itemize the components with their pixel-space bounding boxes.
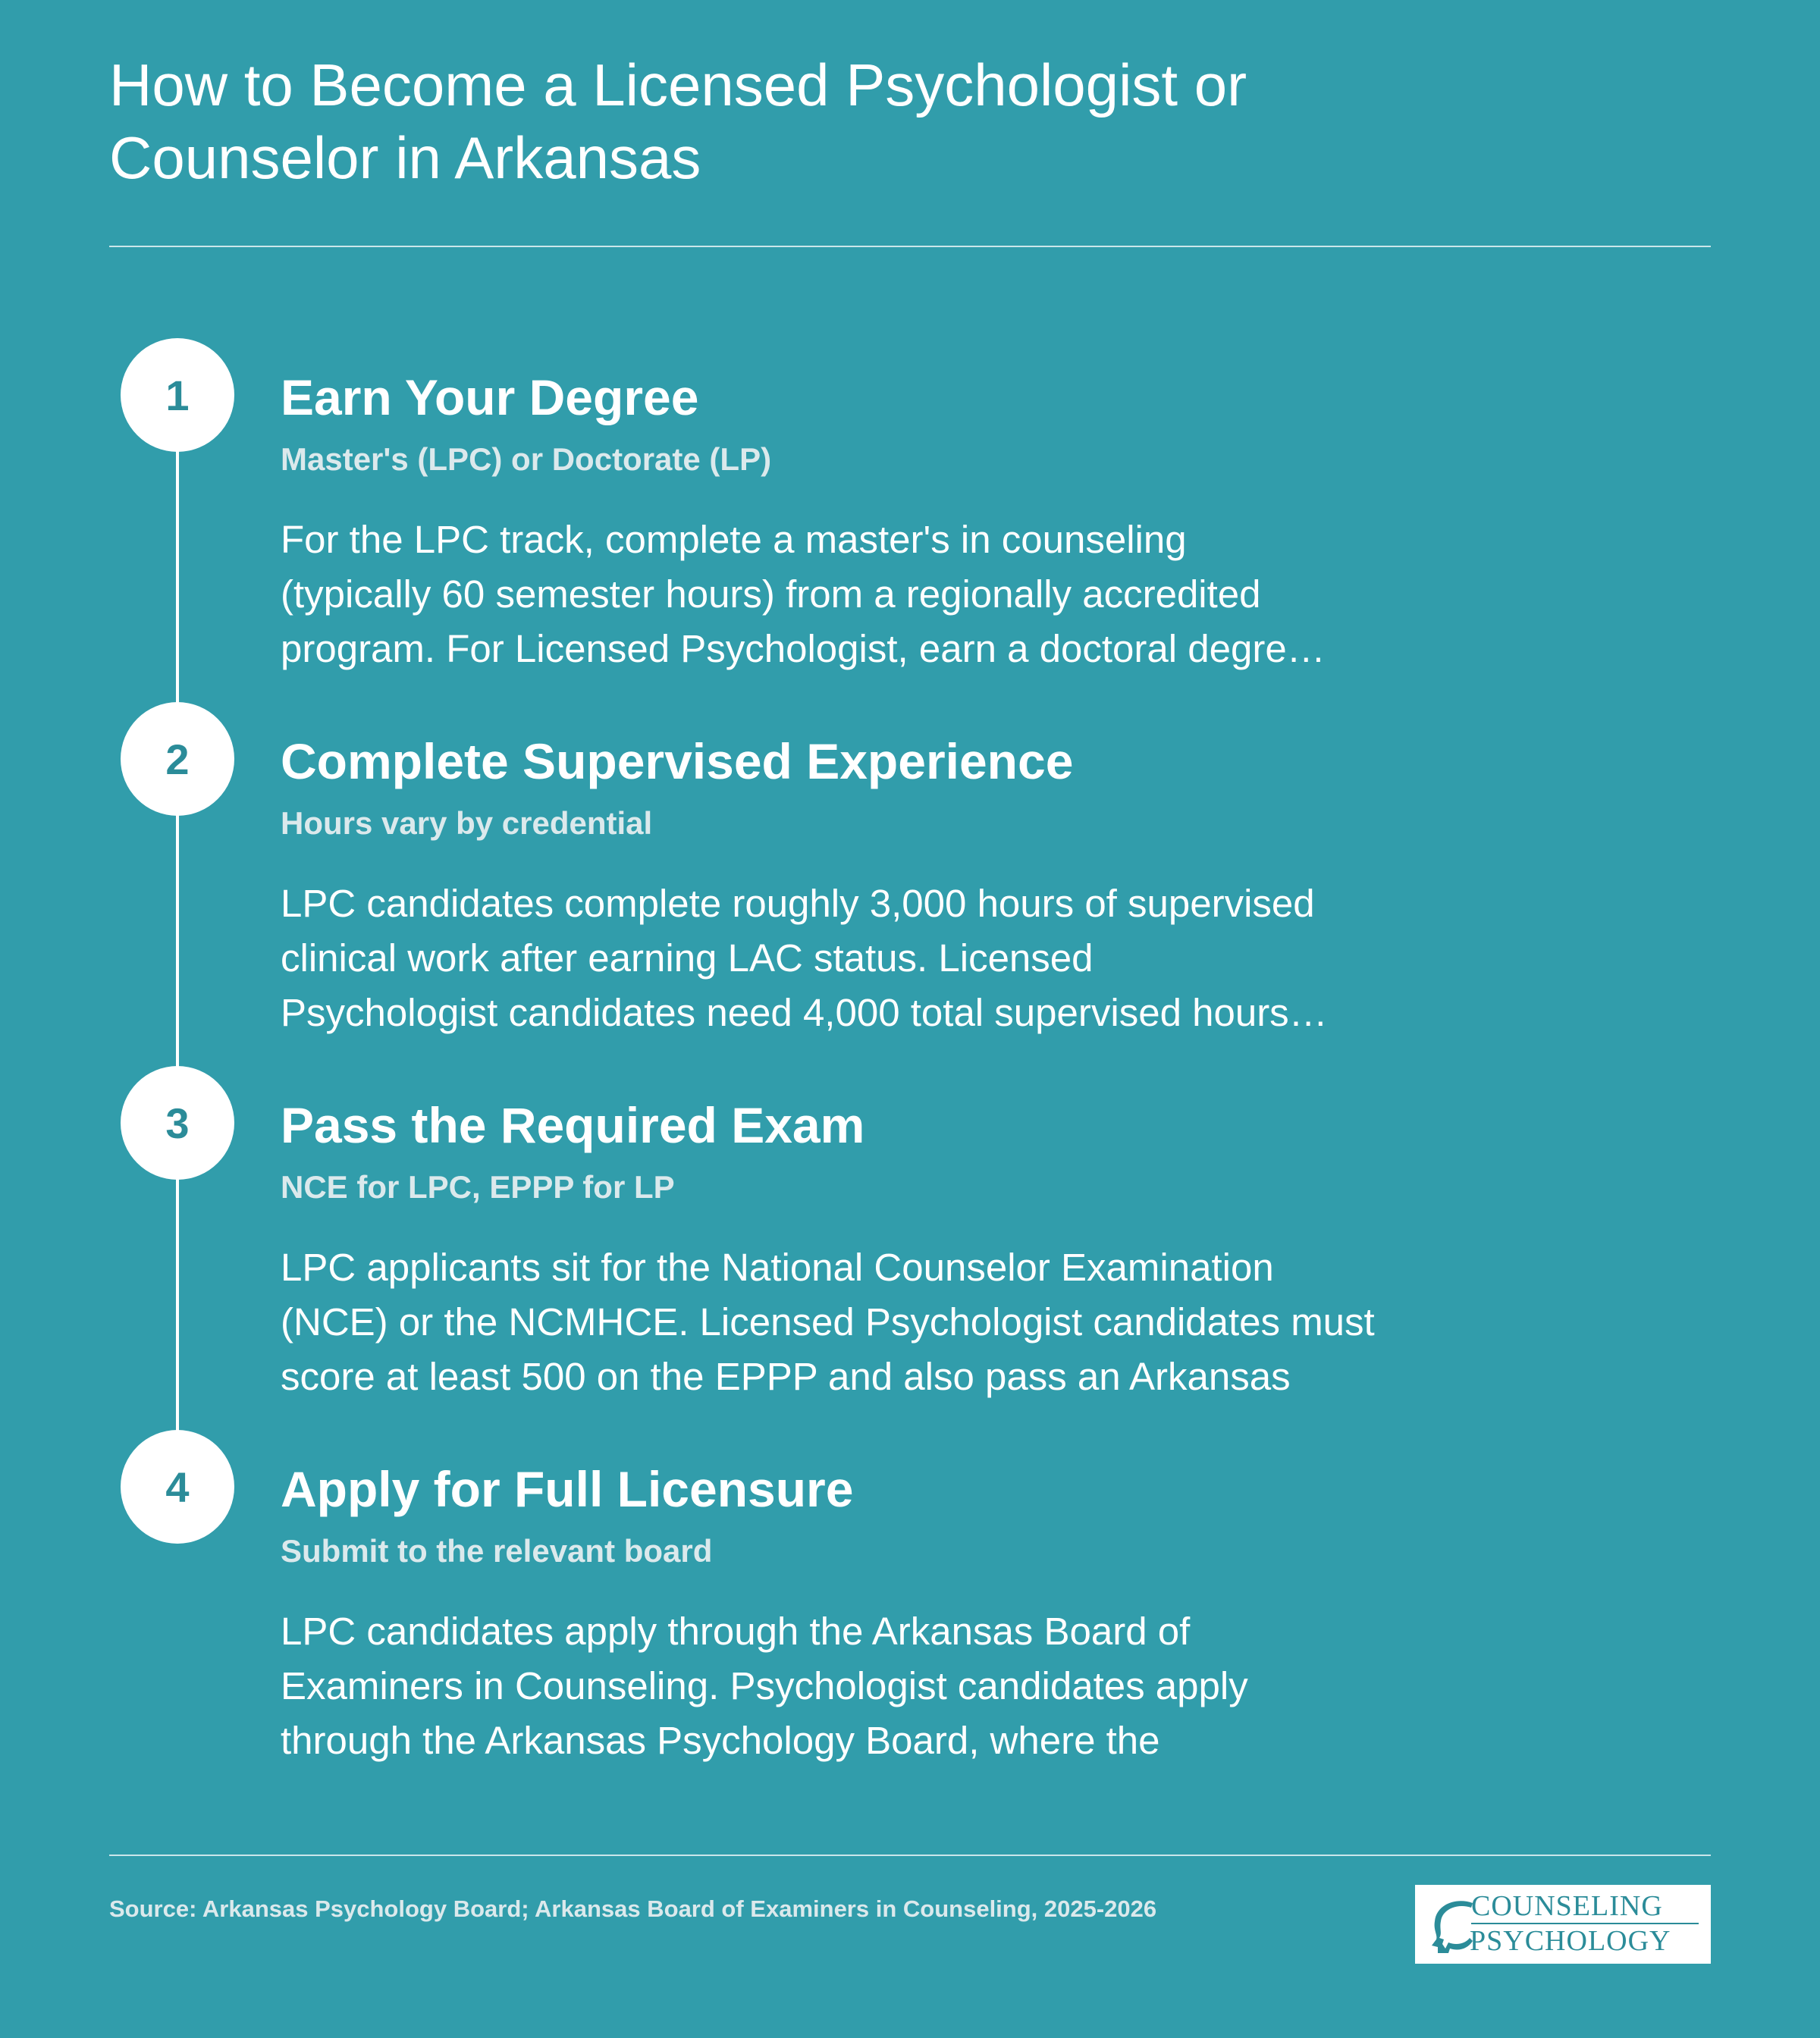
step-description-line: score at least 500 on the EPPP and also pass an Arkansas bbox=[281, 1355, 1291, 1398]
step-description bbox=[281, 513, 1570, 676]
step-title: Earn Your Degree bbox=[281, 369, 699, 425]
step-description bbox=[281, 1604, 1570, 1768]
step-2 bbox=[0, 702, 1820, 1066]
step-description-line: through the Arkansas Psychology Board, where the bbox=[281, 1719, 1160, 1762]
step-4 bbox=[0, 1430, 1820, 1794]
step-number-badge: 4 bbox=[121, 1430, 234, 1544]
step-subtitle: Hours vary by credential bbox=[281, 805, 653, 841]
step-description-line: LPC applicants sit for the National Counselor Examination bbox=[281, 1246, 1274, 1289]
step-description-line: For the LPC track, complete a master's in counseling bbox=[281, 518, 1187, 561]
step-subtitle: Submit to the relevant board bbox=[281, 1533, 713, 1569]
step-description-line: Examiners in Counseling. Psychologist candidates apply bbox=[281, 1664, 1248, 1707]
step-number-badge: 3 bbox=[121, 1066, 234, 1180]
step-description bbox=[281, 1240, 1570, 1404]
counseling-psychology-logo[interactable] bbox=[1415, 1885, 1711, 1964]
step-title: Pass the Required Exam bbox=[281, 1097, 865, 1153]
step-description-line: clinical work after earning LAC status. Licensed bbox=[281, 936, 1094, 980]
step-description bbox=[281, 876, 1570, 1040]
title-line-1: How to Become a Licensed Psychologist or bbox=[109, 52, 1247, 118]
title-line-2: Counselor in Arkansas bbox=[109, 124, 701, 191]
step-title: Complete Supervised Experience bbox=[281, 733, 1074, 789]
step-subtitle: NCE for LPC, EPPP for LP bbox=[281, 1169, 675, 1205]
step-description-line: (typically 60 semester hours) from a regionally accredited bbox=[281, 572, 1261, 616]
step-title: Apply for Full Licensure bbox=[281, 1461, 854, 1517]
bottom-divider bbox=[109, 1855, 1711, 1856]
logo-text-line-1: COUNSELING bbox=[1471, 1890, 1663, 1922]
step-number-badge: 2 bbox=[121, 702, 234, 816]
step-subtitle: Master's (LPC) or Doctorate (LP) bbox=[281, 441, 772, 477]
step-description-line: LPC candidates apply through the Arkansas Board of bbox=[281, 1610, 1191, 1653]
step-description-line: Psychologist candidates need 4,000 total supervised hours… bbox=[281, 991, 1328, 1034]
logo-text-line-2: PSYCHOLOGY bbox=[1470, 1925, 1671, 1957]
page-title bbox=[109, 49, 1550, 194]
step-description-line: program. For Licensed Psychologist, earn a doctoral degre… bbox=[281, 627, 1326, 670]
step-number-badge: 1 bbox=[121, 338, 234, 452]
step-1 bbox=[0, 338, 1820, 702]
source-citation: Source: Arkansas Psychology Board; Arkansas Board of Examiners in Counseling, 2025-2026 bbox=[109, 1895, 1157, 1922]
step-3 bbox=[0, 1066, 1820, 1430]
top-divider bbox=[109, 246, 1711, 247]
step-description-line: LPC candidates complete roughly 3,000 hours of supervised bbox=[281, 882, 1315, 925]
step-description-line: (NCE) or the NCMHCE. Licensed Psychologist candidates must bbox=[281, 1300, 1375, 1344]
